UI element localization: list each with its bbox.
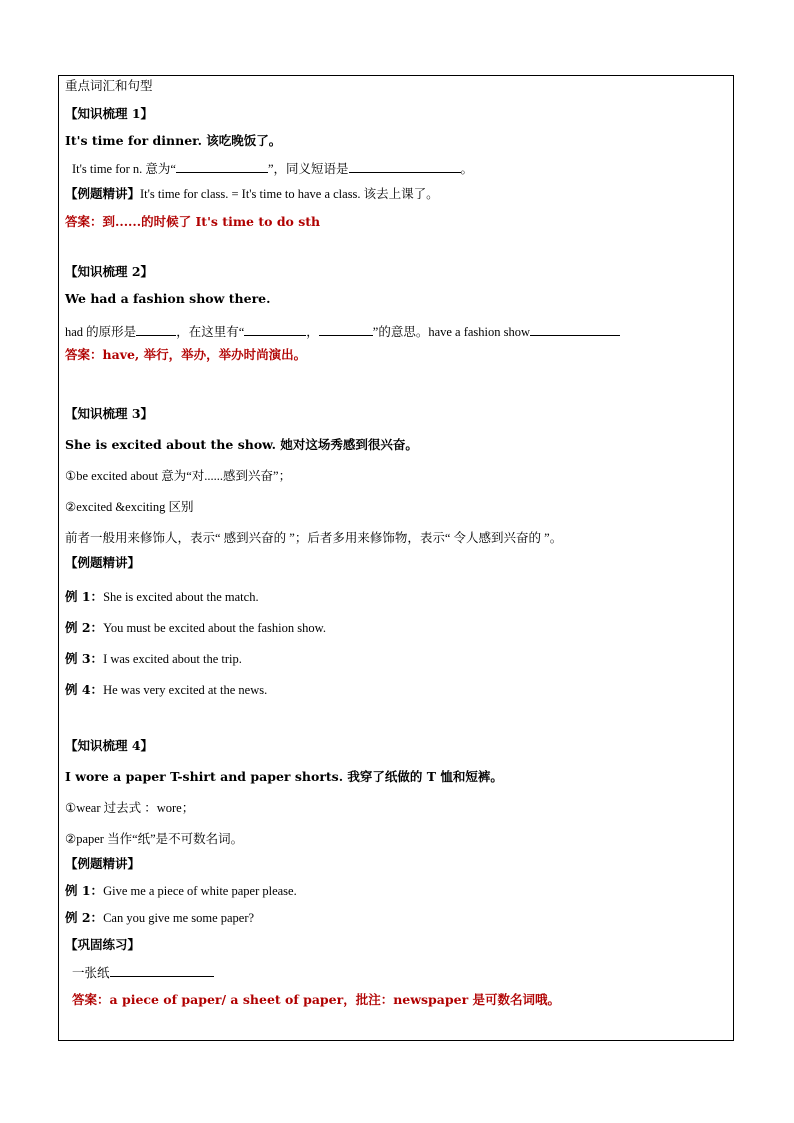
k1-example [65,186,439,202]
k4-example-label: 【例题精讲】 [65,856,141,871]
k2-fill-text-2: ，在这里有“ [176,325,245,339]
k4-practice-item [72,964,214,981]
k1-fill-text-3: 。 [460,162,474,176]
k4-sentence: I wore a paper T-shirt and paper shorts. 我穿了纸做的 T 恤和短裤。 [65,769,503,784]
example-label: 例 2： [65,910,104,925]
k2-blank-2[interactable] [244,323,306,336]
k1-example-label: 【例题精讲】 [65,186,141,201]
example-text: I was excited about the trip. [103,652,242,666]
k1-blank-1[interactable] [176,160,268,173]
example-label: 例 4： [65,682,104,697]
k1-blank-2[interactable] [349,160,461,173]
k3-sentence: She is excited about the show. 她对这场秀感到很兴奋。 [65,437,418,452]
k4-example-2 [65,910,254,926]
k1-sentence: It's time for dinner. 该吃晚饭了。 [65,133,282,148]
example-label: 例 1： [65,589,104,604]
k2-fill-text-3: ， [306,325,319,339]
k3-example-1 [65,589,259,605]
k2-fill-text-4: ”的意思。have a fashion show [372,325,531,339]
practice-text: 一张纸 [72,966,110,980]
k3-example-4 [65,682,267,698]
k3-example-label: 【例题精讲】 [65,555,141,570]
k2-blank-4[interactable] [530,323,620,336]
k4-example-1 [65,883,297,899]
k1-answer: 答案：到......的时候了 It's time to do sth [65,214,321,229]
k2-blank-1[interactable] [136,323,176,336]
k1-fill-text-2: ”，同义短语是 [267,162,349,176]
example-text: She is excited about the match. [103,590,259,604]
k4-point-2: ②paper 当作“纸”是不可数名词。 [65,832,244,846]
k4-answer: 答案：a piece of paper/ a sheet of paper，批注：newspaper 是可数名词哦。 [72,992,561,1007]
example-text: Can you give me some paper? [103,911,255,925]
example-text: Give me a piece of white paper please. [103,884,297,898]
k3-point-3: 前者一般用来修饰人，表示“ 感到兴奋的 ”；后者多用来修饰物，表示“ 令人感到兴奋的 ”。 [65,531,563,545]
k2-heading: 【知识梳理 2】 [65,264,154,279]
k3-point-2: ②excited &exciting 区别 [65,500,194,514]
k2-sentence: We had a fashion show there. [65,291,271,306]
k2-blank-3[interactable] [319,323,373,336]
k4-point-1: ①wear 过去式 ：wore； [65,801,195,815]
example-label: 例 1： [65,883,104,898]
k3-example-3 [65,651,242,667]
example-text: You must be excited about the fashion show. [103,621,326,635]
example-label: 例 3： [65,651,104,666]
k3-heading: 【知识梳理 3】 [65,406,154,421]
k2-fill-text-1: had 的原形是 [65,325,137,339]
k2-answer: 答案：have, 举行，举办，举办时尚演出。 [65,347,307,362]
example-text: He was very excited at the news. [103,683,268,697]
example-label: 例 2： [65,620,104,635]
k3-point-1: ①be excited about 意为“对......感到兴奋”； [65,469,292,483]
k1-fill-line [72,160,473,177]
section-title: 重点词汇和句型 [65,78,153,93]
k4-heading: 【知识梳理 4】 [65,738,154,753]
k1-example-text: It's time for class. = It's time to have a class. 该去上课了。 [140,187,439,201]
practice-blank[interactable] [110,964,214,977]
k3-example-2 [65,620,326,636]
k1-fill-text-1: It's time for n. 意为“ [72,162,176,176]
k1-heading: 【知识梳理 1】 [65,106,154,121]
k4-practice-label: 【巩固练习】 [65,937,141,952]
k2-fill-line [65,323,620,340]
